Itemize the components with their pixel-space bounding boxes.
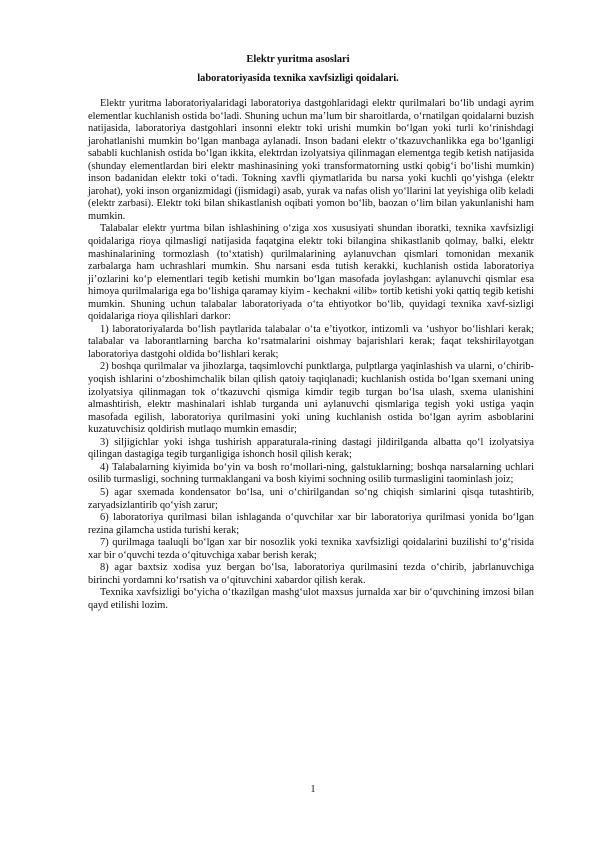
document-body [88, 98, 534, 612]
rule-item-4: 4) Talabalarning kiyimida bo‘yin va bosh ro‘mollari-ning, galstuklarning; boshqa narsalarning uchlari osilib turmasligi, sochning turmaklangani va bosh kiyimi sochning osilib turmasligini taominlash joiz; [88, 461, 534, 486]
rule-item-3: 3) siljigichlar yoki ishga tushirish apparaturala-rining dastagi jildirilganda albatta qo‘l izolyatsiya qilingan dastagiga tegib turganligiga ishonch hosil qilish kerak; [88, 436, 534, 461]
paragraph-intro: Elektr yuritma laboratoriyalaridagi laboratoriya dastgohlaridagi elektr qurilmalari bo‘lib undagi ayrim elementlar kuchlanish ostida bo‘ladi. Shuning uchun ma’lum bir sharoitlarda, o‘rnatilgan qoidalarni buzish natijasida, laboratoriya dastgohlari insonni elektr toki urishi mumkin bo‘lgan yoki turli ko‘rinishdagi jarohatlanishi mumkin bo‘lgan manbaga aylanadi. Inson badani elektr o‘tkazuvchanlikka ega bo‘lganligi sababli kuchlanish ostida bo‘lgan ikkita, elektrdan izolyatsiya qilinmagan elementga tegib ketish natijasida (shunday elementlardan biri elektr mashinasining yoki transformatorning ustki qobig‘i bo‘lishi mumkin) inson badanidan elektr toki o‘tadi. Tokning xavfli qiymatlarida bu narsa yoki kuchli qo‘yishga (elektr jarohat), yoki inson organizmidagi (jismidagi) asab, yurak va nafas olish yo‘llarini lat yeyishiga olib keladi (elektr zarbasi). Elektr toki bilan shikastlanish oqibati yomon bo‘lib, baozan o‘lim bilan yakunlanishi ham mumkin. [88, 98, 534, 222]
rule-item-2: 2) boshqa qurilmalar va jihozlarga, taqsimlovchi punktlarga, pulptlarga yaqinlashish va ularni, o‘chirib-yoqish ishlarini o‘zboshimchalik bilan qilish qatoiy taqiqlanadi; kuchlanish ostida bo‘lgan sxemani uning izolyatsiya qilinmagan tok o‘tkazuvchi qismiga kimdir tegib turgan bo‘lsa ulash, sxema ulanishini almashtirish, elektr mashinalari ishlab turganda uni aylanuvchi qismlariga tegish yoki ustiga yaqin masofada egilish, laboratoriya qurilmasini yoki uning kuchlanish ostida bo‘lgan ayrim asboblarini kuzatuvchisiz qoldirish mutlaqo mumkin emasdir; [88, 361, 534, 436]
rule-item-1: 1) laboratoriyalarda bo‘lish paytlarida talabalar o‘ta e’tiyotkor, intizomli va ‘ushyor bo‘lishlari kerak; talabalar va laborantlarning barcha ko‘rsatmalarini oishmay bajarishlari kerak; faqat tekshirilayotgan laboratoriya dastgohi oldida bo‘lishlari kerak; [88, 323, 534, 360]
document-title: Elektr yuritma asoslari [246, 54, 350, 65]
rule-item-6: 6) laboratoriya qurilmasi bilan ishlaganda o‘quvchilar xar bir laboratoriya qurilmasi yonida bo‘lgan rezina gilamcha ustida turishi kerak; [88, 512, 534, 536]
paragraph-students: Talabalar elektr yurtma bilan ishlashining o‘ziga xos xususiyati shundan iboratki, texnika xavfsizligi qoidalariga rioya qilmasligi natijasida faqatgina elektr toki bilangina shikastlanib qolmay, balki, elektr mashinalarining tormozlash (to‘xtatish) qurilmalarining aylanuvchan qismlari tomonidan mexanik zarbalarga ham uchrashlari mumkin. Shu narsani esda tutish kerakki, kuchlanish ostida laboratoriya ji’ozlarini ko‘p elementlari tegib ketishi mumkin bo‘lgan masofada joylashgan: aylanuvchi qismlar esa himoya qurilmalariga ega bo‘lishiga qaramay kiyim - kechakni «ilib» tortib ketishi yoki qattiq tegib ketishi mumkin. Shuning uchun talabalar laboratoriyada o‘ta ehtiyotkor bo‘lib, quyidagi texnika xavf-sizligi qoidalariga rioya qilishlari darkor: [88, 223, 534, 323]
rule-item-7: 7) qurilmaga taaluqli bo‘lgan xar bir nosozlik yoki texnika xavfsizligi qoidalarini buzilishi to‘g‘risida xar bir o‘quvchi tezda o‘qituvchiga xabar berish kerak; [88, 537, 534, 561]
rule-item-5: 5) agar sxemada kondensator bo‘lsa, uni o‘chirilgandan so‘ng chiqish simlarini qisqa tutashtirib, zaryadsizlantirib qo‘yish zarur; [88, 486, 534, 511]
document-subtitle: laboratoriyasida texnika xavfsizligi qoidalari. [197, 73, 399, 84]
rule-item-8: 8) agar baxtsiz xodisa yuz bergan bo‘lsa, laboratoriya qurilmasini tezda o‘chirib, jabrlanuvchiga birinchi yordamni ko‘rsatish va o‘qituvchini xabardor qilish kerak. [88, 562, 534, 586]
page-number: 1 [310, 784, 316, 795]
paragraph-closing: Texnika xavfsizligi bo‘yicha o‘tkazilgan mashg‘ulot maxsus jurnalda xar bir o‘quvchining imzosi bilan qayd etilishi lozim. [88, 587, 534, 611]
